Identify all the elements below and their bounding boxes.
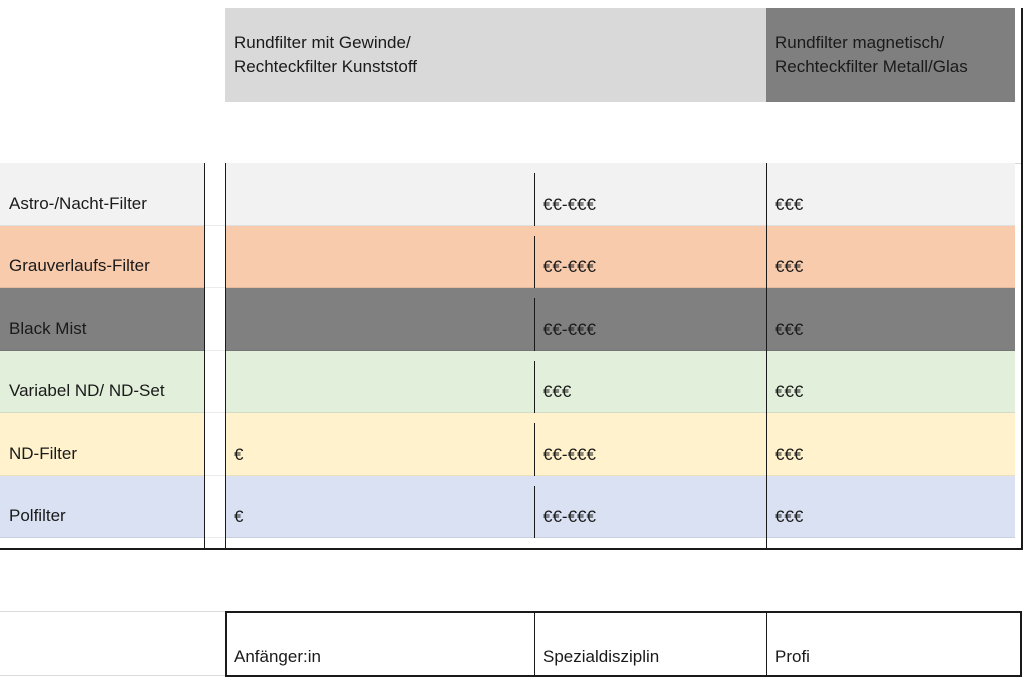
legend-cell-beginner xyxy=(225,611,534,677)
price-value: € xyxy=(234,507,244,526)
price-value: €€-€€€ xyxy=(543,319,596,339)
legend-cell-pro xyxy=(766,611,1022,677)
gridline xyxy=(0,675,225,676)
price-value: €€-€€€ xyxy=(543,444,596,464)
price-value: €€€ xyxy=(775,444,804,464)
price-value: €€€ xyxy=(543,382,572,401)
price-value: €€€ xyxy=(775,194,804,214)
gridline xyxy=(0,611,225,612)
price-value: €€-€€€ xyxy=(543,507,596,526)
header-group-a-label: Rundfilter mit Gewinde/ Rechteckfilter Kunststoff xyxy=(234,33,417,76)
row-label: Black Mist xyxy=(9,318,87,338)
price-value: € xyxy=(234,444,244,464)
price-value: €€€ xyxy=(775,382,804,401)
price-value: €€-€€€ xyxy=(543,194,596,214)
legend-beginner-label: Anfänger:in xyxy=(234,647,321,666)
legend-special-label: Spezialdisziplin xyxy=(543,647,660,666)
header-group-b-label: Rundfilter magnetisch/ Rechteckfilter Metall/Glas xyxy=(775,33,968,76)
price-value: €€€ xyxy=(775,319,804,339)
row-label: Polfilter xyxy=(9,506,66,525)
price-value: €€€ xyxy=(775,257,804,276)
table-divider xyxy=(766,163,767,549)
row-label: Grauverlaufs-Filter xyxy=(9,256,150,275)
row-label: Variabel ND/ ND-Set xyxy=(9,381,165,400)
table-frame xyxy=(0,8,1023,550)
row-label: Astro-/Nacht-Filter xyxy=(9,193,147,213)
legend-cell-special xyxy=(534,611,766,677)
table-divider xyxy=(204,163,205,549)
legend-pro-label: Profi xyxy=(775,647,810,666)
row-label: ND-Filter xyxy=(9,443,77,463)
table-divider xyxy=(225,163,226,549)
price-value: €€-€€€ xyxy=(543,257,596,276)
price-value: €€€ xyxy=(775,507,804,526)
